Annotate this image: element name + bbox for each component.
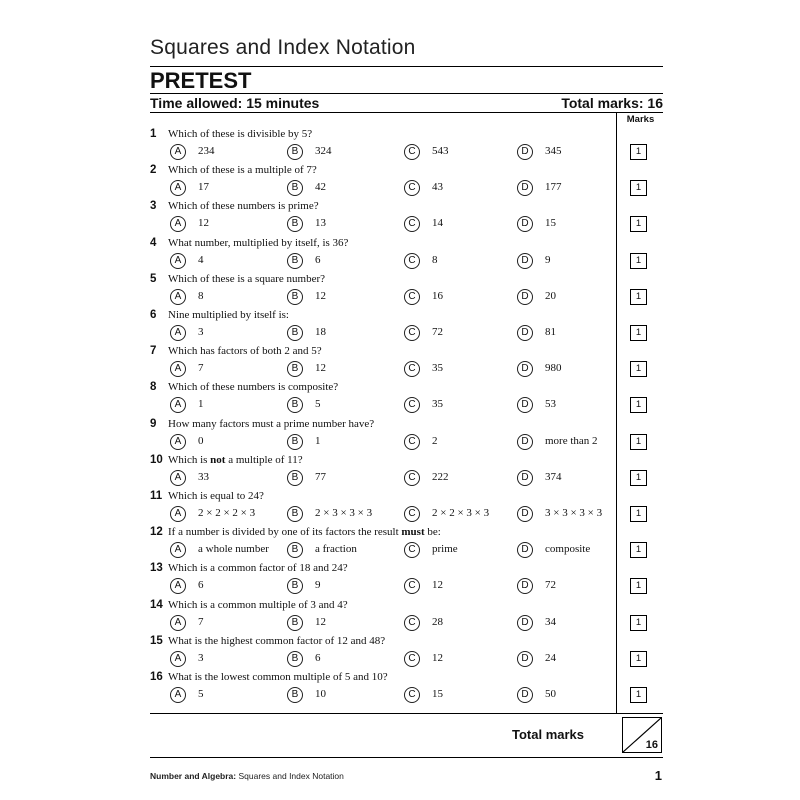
question-number: 6 [150,309,157,321]
marks-column-header: Marks [626,114,655,125]
question-row [150,237,616,273]
option-letter-circle[interactable]: D [517,434,533,450]
mark-box[interactable]: 1 [630,361,647,377]
mark-box[interactable]: 1 [630,542,647,558]
mark-box[interactable]: 1 [630,687,647,703]
option-text: 16 [432,289,443,302]
option-text: 34 [545,615,556,628]
option-text: 42 [315,181,326,194]
option-letter-circle[interactable]: B [287,506,303,522]
option-text: 35 [432,398,443,411]
footer-strand: Number and Algebra: [150,771,237,781]
option-letter-circle[interactable]: D [517,216,533,232]
option-letter-circle[interactable]: D [517,253,533,269]
question-text [150,671,388,683]
option-letter-circle[interactable]: C [404,289,420,305]
question-number: 3 [150,200,157,213]
option-text: 0 [198,434,204,447]
total-marks-label: Total marks [512,727,585,742]
question-number: 4 [150,236,157,249]
option-letter-circle[interactable]: C [404,397,420,413]
option-text: 3 [198,651,204,664]
question-row [150,309,616,345]
option-text: 6 [198,579,204,592]
option-text: 3 × 3 × 3 × 3 [545,507,603,519]
option-text: 12 [198,217,209,230]
option-letter-circle[interactable]: D [517,651,533,667]
option-letter-circle[interactable]: A [170,470,186,486]
option-letter-circle[interactable]: D [517,144,533,160]
option-letter-circle[interactable]: A [170,180,186,196]
option-letter-circle[interactable]: C [404,361,420,377]
option-letter-circle[interactable]: B [287,615,303,631]
option-text: 1 [315,434,321,447]
option-letter-circle[interactable]: A [170,506,186,522]
option-text: a whole number [198,543,269,556]
option-text: 24 [545,651,556,664]
question-prompt: Which of these is a multiple of 7? [168,164,317,177]
divider [150,757,663,758]
question-text [150,128,312,140]
question-number: 8 [150,381,157,394]
mark-box[interactable]: 1 [630,253,647,269]
footer-topic: Squares and Index Notation [238,771,344,781]
question-row [150,381,616,417]
question-number: 10 [150,453,163,466]
question-prompt: Which has factors of both 2 and 5? [168,345,322,358]
question-prompt: Which of these is a square number? [168,272,325,285]
option-letter-circle[interactable]: A [170,361,186,377]
option-letter-circle[interactable]: B [287,651,303,667]
option-text: 18 [315,326,326,338]
option-letter-circle[interactable]: A [170,434,186,450]
question-text [150,635,385,647]
option-letter-circle[interactable]: D [517,578,533,594]
option-letter-circle[interactable]: A [170,253,186,269]
divider [150,713,663,714]
question-row [150,164,616,200]
option-letter-circle[interactable]: C [404,434,420,450]
marks-column-divider [616,112,617,713]
question-row [150,418,616,454]
option-text: 77 [315,470,326,483]
option-letter-circle[interactable]: D [517,325,533,341]
option-text: 324 [315,145,332,157]
option-letter-circle[interactable]: A [170,651,186,667]
option-text: 35 [432,362,443,375]
option-text: 7 [198,615,204,628]
option-text: 5 [315,398,321,411]
mark-box[interactable]: 1 [630,397,647,413]
option-text: 2 × 2 × 3 × 3 [432,507,490,519]
option-text: 5 [198,688,204,700]
option-text: 177 [545,181,562,194]
question-text [150,309,289,321]
option-letter-circle[interactable]: D [517,687,533,703]
option-letter-circle[interactable]: B [287,361,303,377]
question-number: 2 [150,164,157,177]
question-prompt: Which is a common factor of 18 and 24? [168,562,348,575]
option-letter-circle[interactable]: B [287,470,303,486]
option-letter-circle[interactable]: B [287,144,303,160]
time-allowed: Time allowed: 15 minutes [150,95,320,111]
question-prompt: How many factors must a prime number have? [168,417,375,430]
option-text: 12 [315,289,326,302]
option-letter-circle[interactable]: A [170,578,186,594]
question-text [150,599,348,611]
option-letter-circle[interactable]: B [287,216,303,232]
option-letter-circle[interactable]: B [287,542,303,558]
option-text: 13 [315,217,326,230]
option-letter-circle[interactable]: C [404,651,420,667]
option-letter-circle[interactable]: A [170,289,186,305]
question-text [150,345,322,357]
option-text: a fraction [315,543,357,556]
question-text [150,237,348,249]
option-text: more than 2 [545,434,598,447]
question-text [150,490,264,502]
question-prompt: be: [424,526,441,539]
total-marks-header: Total marks: 16 [561,95,663,111]
option-letter-circle[interactable]: B [287,434,303,450]
mark-box[interactable]: 1 [630,651,647,667]
question-row [150,454,616,490]
option-letter-circle[interactable]: B [287,397,303,413]
divider [150,66,663,67]
option-text: 8 [432,253,438,266]
option-letter-circle[interactable]: A [170,144,186,160]
option-letter-circle[interactable]: B [287,289,303,305]
mark-box[interactable]: 1 [630,144,647,160]
question-prompt-emphasis: must [401,526,425,539]
option-letter-circle[interactable]: C [404,578,420,594]
option-letter-circle[interactable]: D [517,180,533,196]
question-row [150,200,616,236]
question-prompt: Which of these is divisible by 5? [168,128,313,140]
option-text: 7 [198,362,204,375]
option-text: 15 [545,217,556,230]
question-number: 7 [150,345,157,358]
question-text [150,381,338,393]
mark-box[interactable]: 1 [630,434,647,450]
option-text: 1 [198,398,204,411]
option-text: 10 [315,688,326,700]
question-number: 12 [150,526,163,539]
total-marks-box[interactable] [622,717,662,753]
question-prompt: Which is [168,453,211,466]
option-text: 6 [315,651,321,664]
question-number: 9 [150,417,157,430]
question-prompt: What is the highest common factor of 12 and 48? [168,634,386,647]
option-letter-circle[interactable]: C [404,506,420,522]
option-text: 14 [432,217,443,230]
option-text: 72 [545,579,556,592]
option-text: 15 [432,688,443,700]
option-letter-circle[interactable]: C [404,144,420,160]
option-letter-circle[interactable]: D [517,361,533,377]
divider [150,112,663,113]
option-text: 3 [198,326,204,338]
question-prompt: Which is a common multiple of 3 and 4? [168,598,348,611]
option-text: 20 [545,289,556,302]
option-letter-circle[interactable]: B [287,687,303,703]
option-text: 12 [315,615,326,628]
question-prompt: What number, multiplied by itself, is 36? [168,236,349,249]
option-letter-circle[interactable]: C [404,325,420,341]
page-heading: PRETEST [150,68,252,93]
option-letter-circle[interactable]: C [404,542,420,558]
question-prompt: Which is equal to 24? [168,490,264,502]
option-letter-circle[interactable]: A [170,615,186,631]
option-text: 9 [545,253,551,266]
question-row [150,345,616,381]
mark-box[interactable]: 1 [630,578,647,594]
question-row [150,128,616,164]
option-text: 72 [432,326,443,338]
option-letter-circle[interactable]: B [287,578,303,594]
option-text: 222 [432,470,449,483]
option-letter-circle[interactable]: C [404,615,420,631]
question-prompt: If a number is divided by one of its factors the result [168,526,402,539]
question-text [150,562,348,574]
option-letter-circle[interactable]: D [517,615,533,631]
option-text: 33 [198,470,209,483]
question-number: 5 [150,272,157,285]
question-row [150,599,616,635]
option-letter-circle[interactable]: A [170,216,186,232]
question-number: 13 [150,562,163,575]
option-letter-circle[interactable]: A [170,325,186,341]
question-prompt: Which of these numbers is prime? [168,200,319,213]
option-letter-circle[interactable]: C [404,216,420,232]
option-text: 43 [432,181,443,194]
question-number: 1 [150,128,157,140]
option-text: 2 [432,434,438,447]
question-text [150,454,303,466]
mark-box[interactable]: 1 [630,615,647,631]
option-letter-circle[interactable]: D [517,542,533,558]
option-text: 2 × 3 × 3 × 3 [315,507,373,519]
question-prompt: Nine multiplied by itself is: [168,309,289,321]
option-letter-circle[interactable]: C [404,180,420,196]
option-letter-circle[interactable]: A [170,397,186,413]
option-letter-circle[interactable]: D [517,506,533,522]
mark-box[interactable]: 1 [630,325,647,341]
option-letter-circle[interactable]: A [170,542,186,558]
question-prompt-emphasis: not [210,453,226,466]
question-number: 16 [150,671,163,683]
option-letter-circle[interactable]: B [287,253,303,269]
question-row [150,635,616,671]
question-text [150,200,319,212]
option-text: 2 × 2 × 2 × 3 [198,507,256,519]
option-text: 12 [432,579,443,592]
page-number: 1 [654,768,662,783]
question-row [150,562,616,598]
mark-box[interactable]: 1 [630,180,647,196]
option-text: 28 [432,615,443,628]
divider [150,93,663,94]
option-letter-circle[interactable]: A [170,687,186,703]
question-number: 11 [150,490,163,502]
option-letter-circle[interactable]: C [404,470,420,486]
question-text [150,526,441,538]
option-text: composite [545,543,591,556]
mark-box[interactable]: 1 [630,506,647,522]
total-marks-value: 16 [645,739,658,751]
footer-caption [150,771,344,781]
option-text: 9 [315,579,321,592]
question-row [150,671,616,707]
question-text [150,273,325,285]
option-text: 234 [198,145,215,157]
option-text: 12 [432,651,443,664]
question-row [150,273,616,309]
option-letter-circle[interactable]: B [287,180,303,196]
option-letter-circle[interactable]: D [517,397,533,413]
mark-box[interactable]: 1 [630,289,647,305]
mark-box[interactable]: 1 [630,470,647,486]
option-text: 374 [545,470,562,483]
topic-title: Squares and Index Notation [150,36,416,59]
option-text: 8 [198,289,204,302]
option-text: 4 [198,253,204,266]
question-prompt: a multiple of 11? [225,453,303,466]
option-text: 81 [545,326,556,338]
question-prompt: What is the lowest common multiple of 5 and 10? [168,671,388,683]
question-number: 15 [150,634,163,647]
option-text: 543 [432,145,449,157]
question-prompt: Which of these numbers is composite? [168,381,339,394]
option-text: 6 [315,253,321,266]
option-text: prime [432,543,458,556]
option-text: 12 [315,362,326,375]
option-text: 53 [545,398,556,411]
question-number: 14 [150,598,163,611]
option-text: 980 [545,362,562,375]
option-letter-circle[interactable]: D [517,470,533,486]
option-letter-circle[interactable]: C [404,253,420,269]
option-text: 50 [545,688,556,700]
option-letter-circle[interactable]: C [404,687,420,703]
option-text: 17 [198,181,209,194]
mark-box[interactable]: 1 [630,216,647,232]
option-text: 345 [545,145,562,157]
question-text [150,418,374,430]
question-row [150,526,616,562]
question-text [150,164,317,176]
option-letter-circle[interactable]: D [517,289,533,305]
question-row [150,490,616,526]
option-letter-circle[interactable]: B [287,325,303,341]
